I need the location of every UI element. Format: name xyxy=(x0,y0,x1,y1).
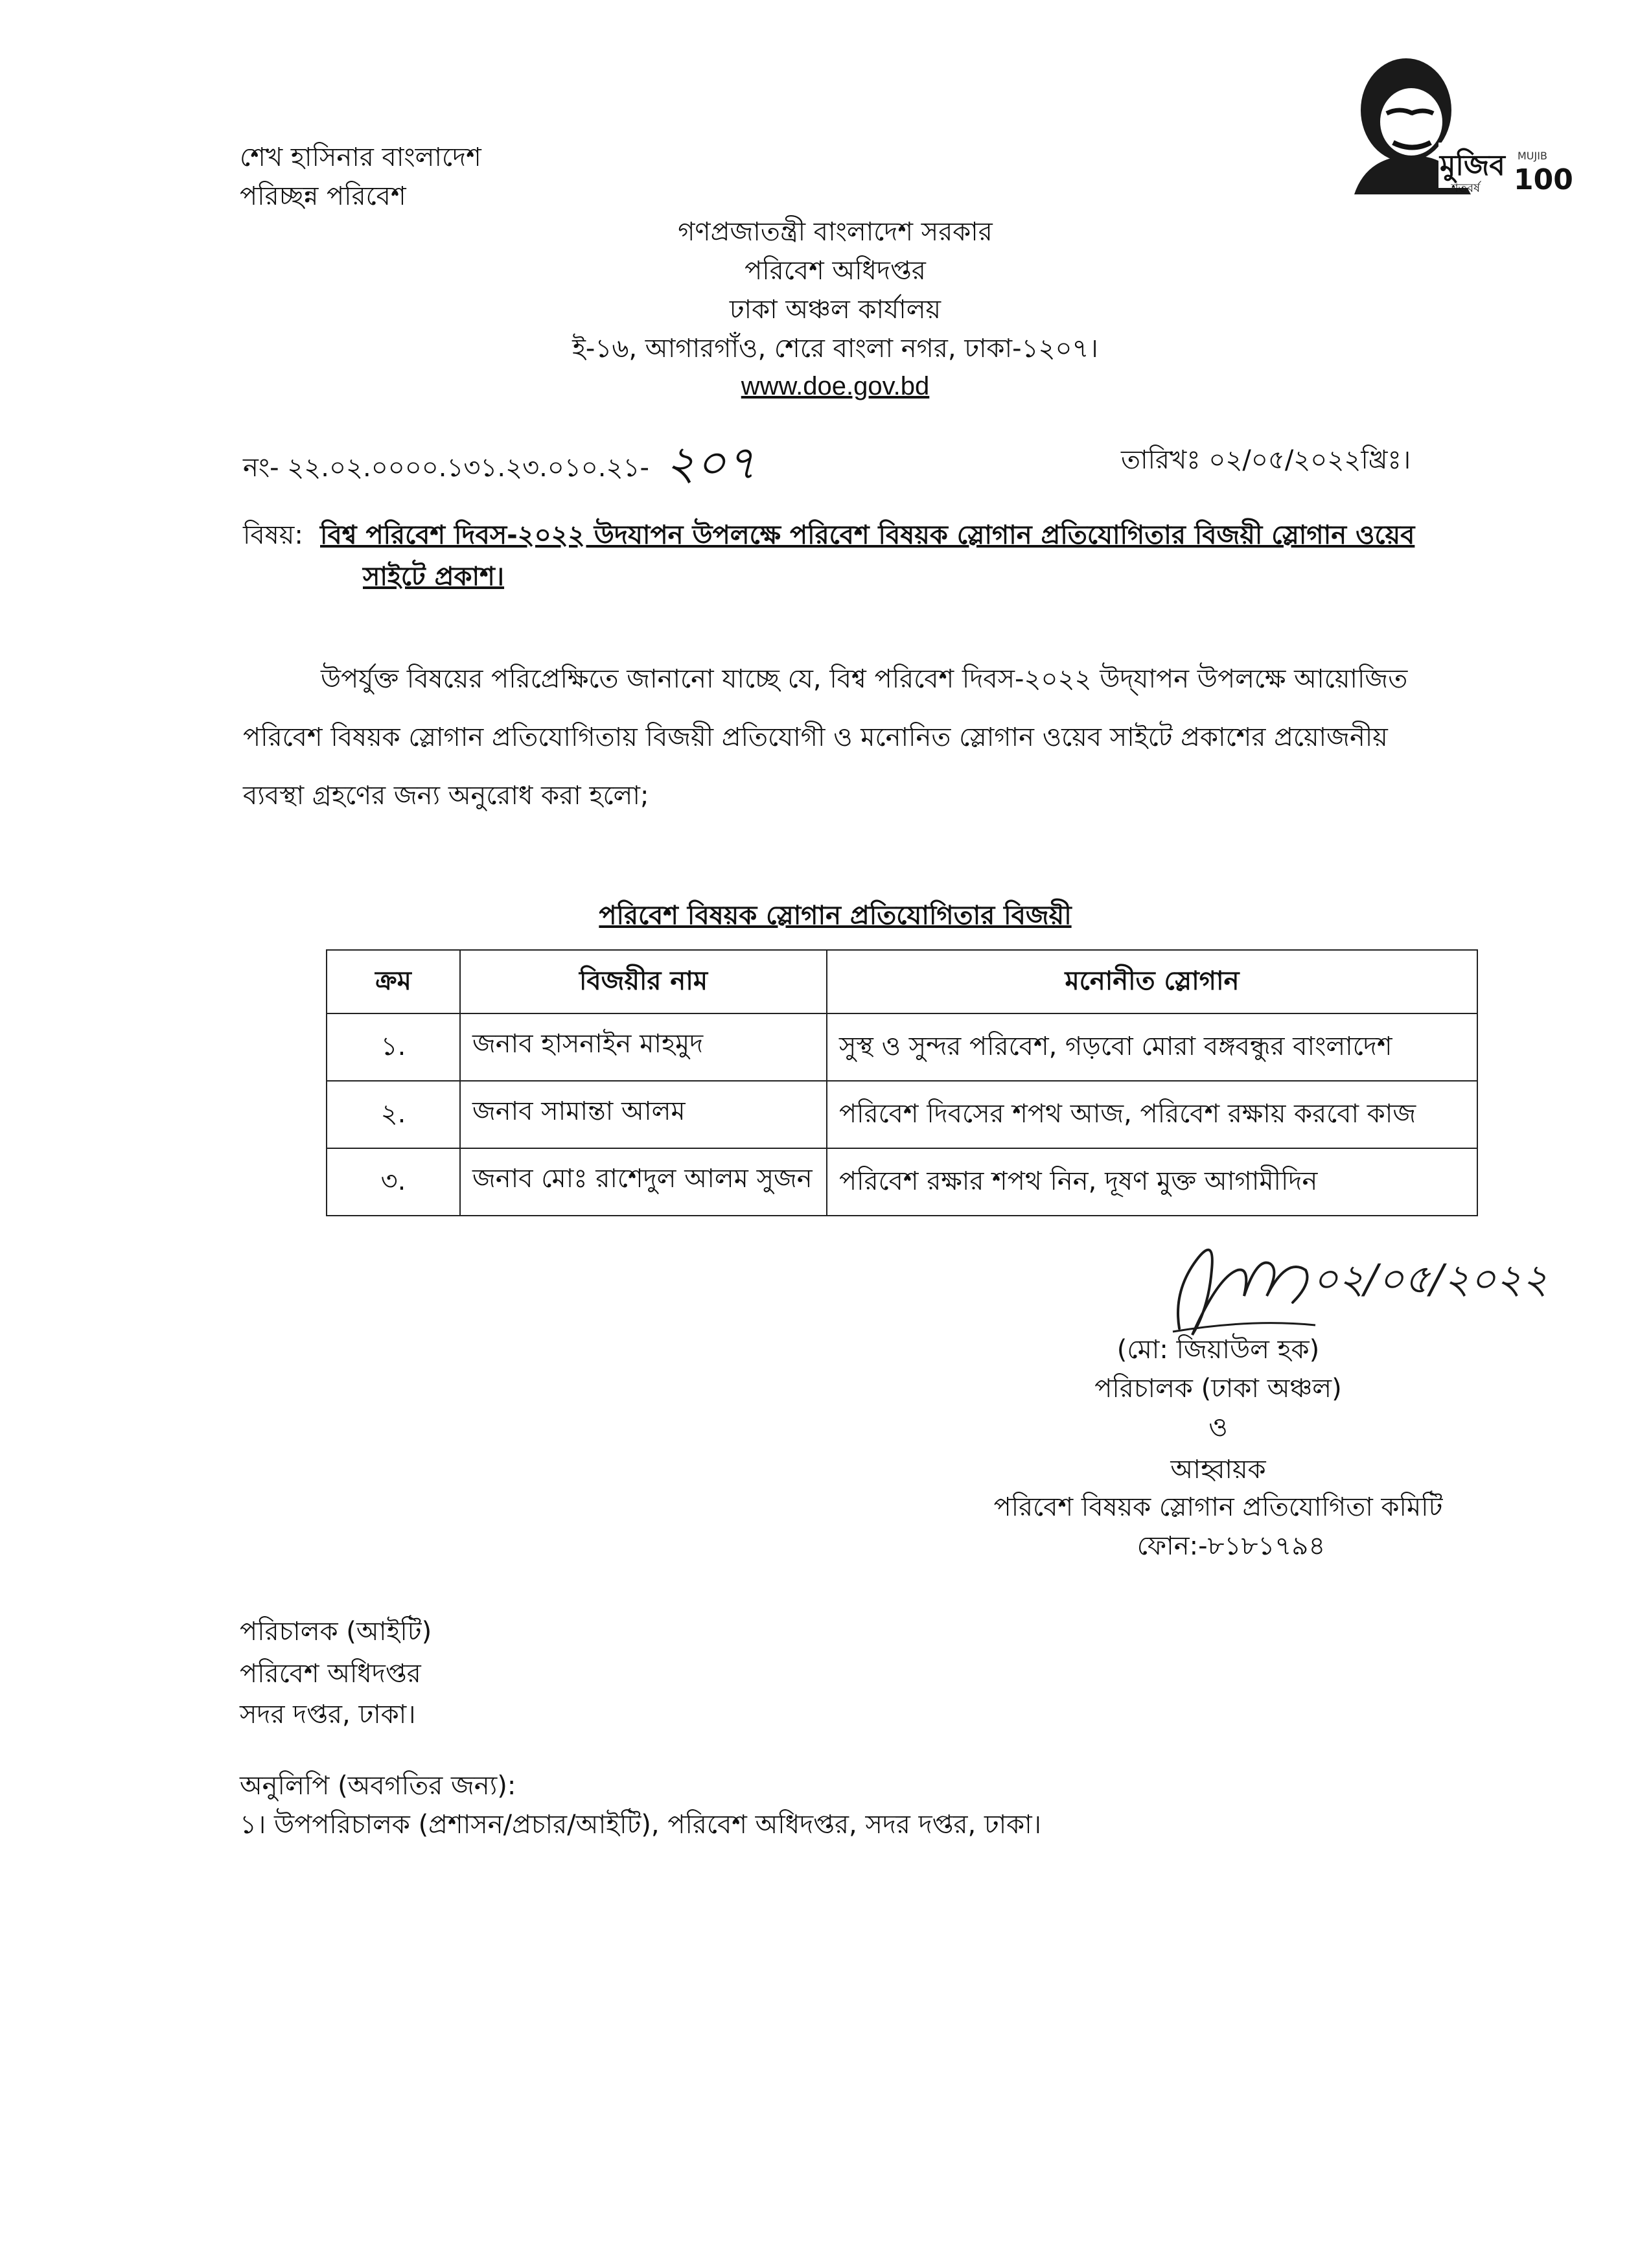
recipient-line-1: পরিচালক (আইটি) xyxy=(240,1617,432,1647)
table-caption: পরিবেশ বিষয়ক স্লোগান প্রতিযোগিতার বিজয়ী xyxy=(599,901,1072,931)
copy-label: অনুলিপি (অবগতির জন্য): xyxy=(240,1771,516,1801)
memo-number xyxy=(243,435,757,490)
signatory-role: আহ্বায়ক xyxy=(1170,1455,1266,1485)
header-dept: পরিবেশ অধিদপ্তর xyxy=(745,256,926,286)
recipient-line-3: সদর দপ্তর, ঢাকা। xyxy=(240,1700,416,1730)
header-govt: গণপ্রজাতন্ত্রী বাংলাদেশ সরকার xyxy=(678,217,993,247)
table-row xyxy=(327,1013,1477,1081)
header-office: ঢাকা অঞ্চল কার্যালয় xyxy=(729,295,941,325)
row-serial: ১. xyxy=(327,1013,460,1081)
row-slogan: পরিবেশ রক্ষার শপথ নিন, দূষণ মুক্ত আগামীদিন xyxy=(827,1148,1477,1216)
table-row xyxy=(327,1148,1477,1216)
subject-label: বিষয়: xyxy=(243,520,303,550)
mujib-100-logo xyxy=(1341,45,1573,196)
logo-text-main: মুজিব xyxy=(1440,149,1505,182)
memo-number-handwritten: ২০৭ xyxy=(665,435,757,490)
copy-item-1: ১। উপপরিচালক (প্রশাসন/প্রচার/আইটি), পরিবেশ অধিদপ্তর, সদর দপ্তর, ঢাকা। xyxy=(240,1810,1042,1840)
signature-date: ০২/০৫/২০২২ xyxy=(1312,1255,1549,1302)
row-slogan: সুস্থ ও সুন্দর পরিবেশ, গড়বো মোরা বঙ্গবন্ধুর বাংলাদেশ xyxy=(827,1013,1477,1081)
memo-number-label: নং- ২২.০২.০০০০.১৩১.২৩.০১০.২১- xyxy=(243,453,649,483)
slogan-line-1: শেখ হাসিনার বাংলাদেশ xyxy=(240,143,481,172)
row-serial: ২. xyxy=(327,1081,460,1148)
table-header-row xyxy=(327,950,1477,1013)
table-row xyxy=(327,1081,1477,1148)
slogan-line-2: পরিচ্ছন্ন পরিবেশ xyxy=(240,181,406,211)
header-website-link[interactable]: www.doe.gov.bd xyxy=(741,372,930,400)
signatory-designation: পরিচালক (ঢাকা অঞ্চল) xyxy=(1094,1374,1342,1404)
row-winner-name: জনাব মোঃ রাশেদুল আলম সুজন xyxy=(460,1148,827,1216)
signatory-and: ও xyxy=(1208,1413,1228,1442)
logo-text-sub: শতবর্ষ xyxy=(1451,181,1481,195)
winners-table xyxy=(326,949,1478,1216)
recipient-line-2: পরিবেশ অধিদপ্তর xyxy=(240,1659,421,1689)
header-address: ই-১৬, আগারগাঁও, শেরে বাংলা নগর, ঢাকা-১২০৭। xyxy=(572,334,1098,364)
row-winner-name: জনাব হাসনাইন মাহমুদ xyxy=(460,1013,827,1081)
logo-text-100: 100 xyxy=(1514,163,1573,196)
row-slogan: পরিবেশ দিবসের শপথ আজ, পরিবেশ রক্ষায় করবো কাজ xyxy=(827,1081,1477,1148)
subject-line-2: সাইটে প্রকাশ। xyxy=(363,562,505,592)
header-serial: ক্রম xyxy=(327,950,460,1013)
row-serial: ৩. xyxy=(327,1148,460,1216)
memo-date: তারিখঃ ০২/০৫/২০২২খ্রিঃ। xyxy=(1121,445,1411,475)
body-line-3: ব্যবস্থা গ্রহণের জন্য অনুরোধ করা হলো; xyxy=(243,781,649,811)
body-line-2: পরিবেশ বিষয়ক স্লোগান প্রতিযোগিতায় বিজয়ী প্রতিযোগী ও মনোনিত স্লোগান ওয়েব সাইটে প্রকাশের প্রয়োজনীয় xyxy=(243,723,1388,752)
signatory-phone: ফোন:-৮১৮১৭৯৪ xyxy=(1137,1531,1326,1561)
body-line-1: উপর্যুক্ত বিষয়ের পরিপ্রেক্ষিতে জানানো যাচ্ছে যে, বিশ্ব পরিবেশ দিবস-২০২২ উদ্‌যাপন উপলক্ষে আয়োজিত xyxy=(321,664,1408,694)
subject-line-1: বিশ্ব পরিবেশ দিবস-২০২২ উদযাপন উপলক্ষে পরিবেশ বিষয়ক স্লোগান প্রতিযোগিতার বিজয়ী স্লোগান ওয়েব xyxy=(320,520,1415,550)
signatory-name: (মো: জিয়াউল হক) xyxy=(1116,1335,1320,1365)
header-winner-name: বিজয়ীর নাম xyxy=(460,950,827,1013)
row-winner-name: জনাব সামান্তা আলম xyxy=(460,1081,827,1148)
header-slogan: মনোনীত স্লোগান xyxy=(827,950,1477,1013)
logo-text-mujib: MUJIB xyxy=(1518,150,1547,162)
signatory-committee: পরিবেশ বিষয়ক স্লোগান প্রতিযোগিতা কমিটি xyxy=(993,1492,1443,1522)
